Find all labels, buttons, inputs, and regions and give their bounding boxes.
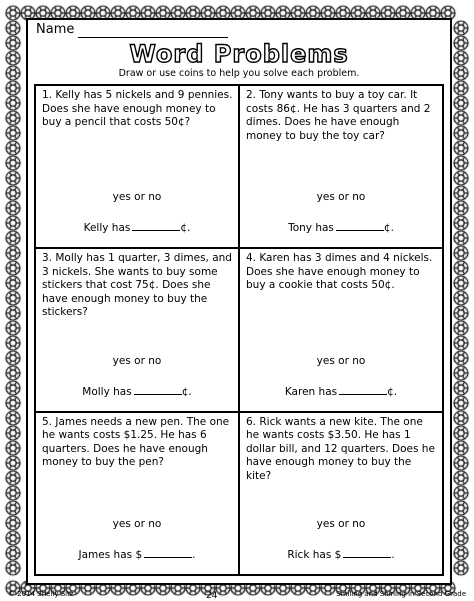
- yes-or-no: yes or no: [316, 354, 366, 367]
- answer-line: [36, 384, 238, 398]
- worksheet-title: Word Problems: [129, 40, 349, 68]
- name-row: [36, 22, 228, 38]
- answer-line: [240, 384, 442, 398]
- problem-box-5: [35, 412, 239, 575]
- answer-prefix: Tony has: [288, 222, 334, 235]
- answer-prefix: Karen has: [284, 385, 338, 398]
- problem-box-1: [35, 85, 239, 248]
- answer-blank: [132, 220, 180, 231]
- copyright-text: © 2014 Shelly Sitz: [8, 590, 74, 598]
- answer-blank: [343, 547, 391, 558]
- answer-blank: [134, 384, 182, 395]
- answer-line: [36, 220, 238, 234]
- instructions: Draw or use coins to help you solve each problem.: [118, 68, 360, 79]
- yes-or-no: yes or no: [112, 517, 162, 530]
- blog-credit: Smiling and Shining in Second Grade: [336, 590, 466, 598]
- answer-prefix: Rick has $: [287, 548, 342, 561]
- answer-suffix: ¢.: [387, 385, 398, 398]
- problem-grid: [34, 84, 444, 576]
- answer-prefix: James has $: [78, 548, 143, 561]
- worksheet-page: [26, 18, 452, 585]
- problem-text: 3. Molly has 1 quarter, 3 dimes, and 3 nickels. She wants to buy some stickers that cost 75¢. Does she have enough money to buy the stickers?: [42, 252, 232, 319]
- yes-or-no: yes or no: [316, 517, 366, 530]
- answer-suffix: ¢.: [383, 222, 394, 235]
- problem-text: 4. Karen has 3 dimes and 4 nickels. Does she have enough money to buy a cookie that costs 50¢.: [246, 252, 433, 292]
- answer-line: [240, 220, 442, 234]
- answer-suffix: .: [391, 548, 395, 561]
- yes-or-no: yes or no: [316, 191, 366, 204]
- name-label: Name: [36, 22, 75, 37]
- answer-prefix: Molly has: [82, 385, 132, 398]
- yes-or-no: yes or no: [112, 191, 162, 204]
- problem-box-4: [239, 248, 443, 411]
- problem-box-2: [239, 85, 443, 248]
- problem-text: 2. Tony wants to buy a toy car. It costs 86¢. He has 3 quarters and 2 dimes. Does he have enough money to buy the toy car?: [246, 89, 431, 142]
- problem-box-6: [239, 412, 443, 575]
- name-blank-line: [78, 25, 228, 38]
- problem-text: 6. Rick wants a new kite. The one he wants costs $3.50. He has 1 dollar bill, and 12 quarters. Does he have enough money to buy the kite?: [246, 415, 435, 482]
- yes-or-no: yes or no: [112, 354, 162, 367]
- page-number: 24: [206, 591, 218, 601]
- answer-blank: [339, 384, 387, 395]
- problem-text: 1. Kelly has 5 nickels and 9 pennies. Does she have enough money to buy a pencil that costs 50¢?: [42, 89, 233, 128]
- answer-prefix: Kelly has: [83, 222, 131, 235]
- answer-suffix: ¢.: [181, 385, 192, 398]
- answer-blank: [336, 220, 384, 231]
- answer-blank: [144, 547, 192, 558]
- problem-box-3: [35, 248, 239, 411]
- answer-suffix: .: [192, 548, 196, 561]
- answer-suffix: ¢.: [180, 222, 191, 235]
- answer-line: [240, 547, 442, 561]
- answer-line: [36, 547, 238, 561]
- problem-text: 5. James needs a new pen. The one he wants costs $1.25. He has 6 quarters. Does he have enough money to buy the pen?: [42, 415, 230, 469]
